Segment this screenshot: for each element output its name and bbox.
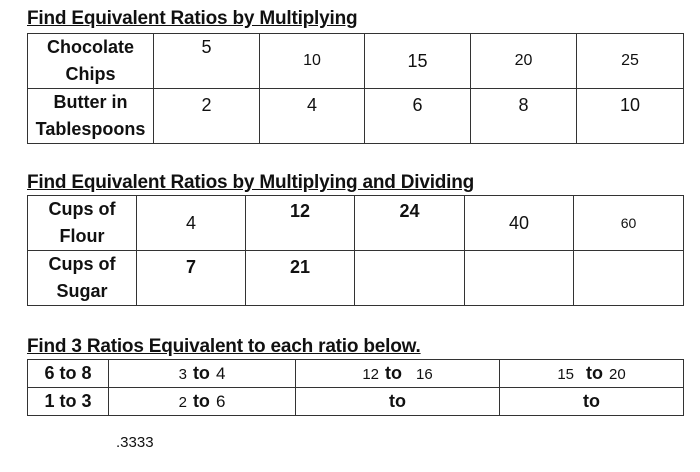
ratio-pair xyxy=(178,391,226,411)
value-cell: 5 xyxy=(154,34,260,89)
value-cell xyxy=(355,251,465,306)
answer-cell xyxy=(296,360,500,388)
value-cell: 24 xyxy=(355,196,465,251)
handwritten-note: .3333 xyxy=(116,434,154,451)
to-word: to xyxy=(192,391,210,411)
table-row xyxy=(28,89,684,144)
value-cell: 4 xyxy=(137,196,246,251)
ratio-pair xyxy=(362,363,433,383)
answer-cell xyxy=(109,388,296,416)
row-label-line: Butter in xyxy=(53,92,128,112)
to-word: to xyxy=(192,363,210,383)
ratio-label: 6 to 8 xyxy=(28,360,109,388)
section3-title: Find 3 Ratios Equivalent to each ratio below. xyxy=(27,336,421,357)
row-label-line: Chips xyxy=(65,64,116,84)
table-row xyxy=(28,251,684,306)
value-cell: 10 xyxy=(577,89,684,144)
value-cell: 8 xyxy=(471,89,577,144)
value-cell: 60 xyxy=(574,196,684,251)
equivalent-ratio-table xyxy=(27,359,684,416)
table-row xyxy=(28,34,684,89)
value-cell: 15 xyxy=(365,34,471,89)
ratio-term: 15 xyxy=(557,366,574,383)
value-cell: 21 xyxy=(246,251,355,306)
ratio-pair xyxy=(383,391,412,411)
to-word: to xyxy=(583,391,600,411)
ratio-term: 6 xyxy=(215,392,226,411)
row-label-sugar xyxy=(28,251,137,306)
row-label-chocolate-chips xyxy=(28,34,154,89)
value-cell: 40 xyxy=(465,196,574,251)
value-cell: 4 xyxy=(260,89,365,144)
ratio-term: 20 xyxy=(609,366,626,383)
value-cell: 20 xyxy=(471,34,577,89)
ratio-pair xyxy=(557,363,626,383)
to-word: to xyxy=(385,363,402,383)
row-label-flour xyxy=(28,196,137,251)
answer-cell xyxy=(500,388,684,416)
value-cell: 25 xyxy=(577,34,684,89)
ratio-term: 3 xyxy=(178,366,187,383)
answer-cell xyxy=(296,388,500,416)
section1-title: Find Equivalent Ratios by Multiplying xyxy=(27,8,358,29)
table-row xyxy=(28,360,684,388)
row-label-line: Cups of xyxy=(48,254,116,274)
value-cell: 7 xyxy=(137,251,246,306)
ratio-term: 2 xyxy=(178,394,187,411)
row-label-line: Chocolate xyxy=(46,37,134,57)
value-cell xyxy=(465,251,574,306)
ratio-term: 4 xyxy=(215,364,226,383)
value-cell: 10 xyxy=(260,34,365,89)
row-label-line: Flour xyxy=(59,226,105,246)
flour-sugar-table xyxy=(27,195,684,306)
to-word: to xyxy=(389,391,406,411)
ratio-pair xyxy=(178,363,226,383)
ratio-term: 12 xyxy=(362,366,379,383)
section2-title: Find Equivalent Ratios by Multiplying and Dividing xyxy=(27,172,475,193)
table-row xyxy=(28,388,684,416)
row-label-line: Tablespoons xyxy=(35,119,146,139)
table-row xyxy=(28,196,684,251)
answer-cell xyxy=(500,360,684,388)
chips-butter-table xyxy=(27,33,684,144)
row-label-line: Cups of xyxy=(48,199,116,219)
ratio-term: 16 xyxy=(416,366,433,383)
answer-cell xyxy=(109,360,296,388)
ratio-label: 1 to 3 xyxy=(28,388,109,416)
ratio-pair xyxy=(577,391,606,411)
row-label-butter xyxy=(28,89,154,144)
to-word: to xyxy=(586,363,603,383)
value-cell xyxy=(574,251,684,306)
value-cell: 2 xyxy=(154,89,260,144)
row-label-line: Sugar xyxy=(56,281,108,301)
value-cell: 12 xyxy=(246,196,355,251)
value-cell: 6 xyxy=(365,89,471,144)
